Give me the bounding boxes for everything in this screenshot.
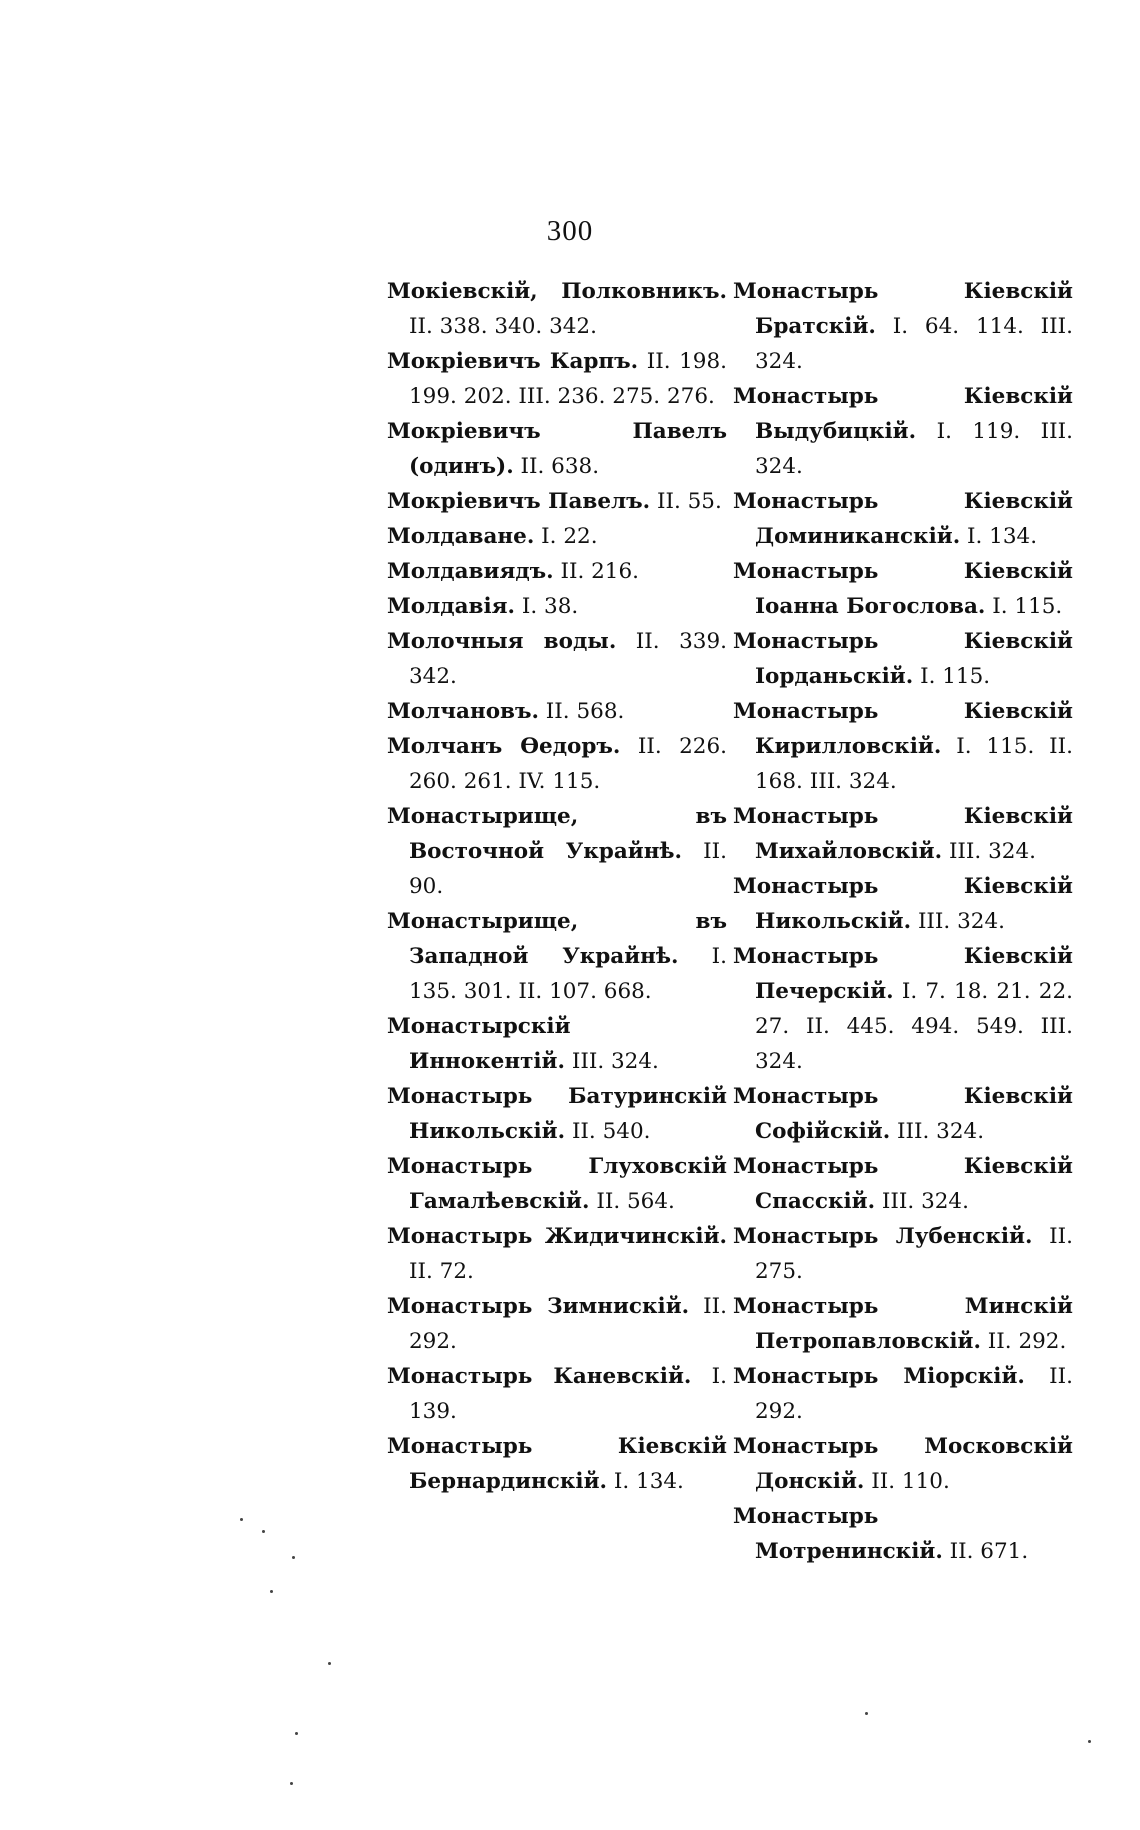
index-entry <box>387 904 727 1009</box>
entry-heading: Монастырь Зимнискій. <box>387 1294 690 1319</box>
index-entry <box>387 344 727 414</box>
index-entry <box>733 694 1073 799</box>
entry-references: I. 115. II. 168. III. 324. <box>755 734 1073 794</box>
entry-references: I. 115. <box>913 664 991 689</box>
entry-references: III. 324. <box>942 839 1036 864</box>
scan-speck <box>270 1590 273 1593</box>
index-entry <box>387 694 727 729</box>
index-entry <box>387 274 727 344</box>
entry-heading: Монастырь Батуринскій Никольскій. <box>387 1084 727 1144</box>
entry-references: II. 338. 340. 342. <box>409 314 597 339</box>
index-entry <box>733 379 1073 484</box>
entry-heading: Молдавія. <box>387 594 516 619</box>
index-entry <box>733 799 1073 869</box>
index-entry <box>387 1429 727 1499</box>
entry-heading: Монастырь Кіевскій Печерскій. <box>733 944 1073 1004</box>
index-entry <box>733 484 1073 554</box>
scan-speck <box>262 1530 265 1533</box>
entry-heading: Мокріевичъ Карпъ. <box>387 349 639 374</box>
entry-references: II. 540. <box>565 1119 651 1144</box>
entry-references: II. 198. 199. 202. III. 236. 275. 276. <box>409 349 727 409</box>
entry-heading: Монастырь Кіевскій Братскій. <box>733 279 1073 339</box>
entry-references: II. 90. <box>409 839 727 899</box>
entry-references: I. 22. <box>534 524 598 549</box>
entry-references: I. 64. 114. III. 324. <box>755 314 1073 374</box>
index-entry <box>387 414 727 484</box>
index-entry <box>733 1289 1073 1359</box>
entry-references: I. 135. 301. II. 107. 668. <box>409 944 727 1004</box>
index-entry <box>733 1079 1073 1149</box>
entry-heading: Монастырь Кіевскій Кирилловскій. <box>733 699 1073 759</box>
entry-references: II. 226. 260. 261. IV. 115. <box>409 734 727 794</box>
entry-references: II. 72. <box>409 1259 474 1284</box>
entry-heading: Мокіевскій, Полковникъ. <box>387 279 727 304</box>
entry-references: I. 134. <box>960 524 1038 549</box>
scan-speck <box>290 1782 293 1785</box>
index-entry <box>387 554 727 589</box>
index-entry <box>733 939 1073 1079</box>
entry-heading: Монастырь Мотренинскій. <box>733 1504 943 1564</box>
entry-references: III. 324. <box>890 1119 985 1144</box>
index-entry <box>387 799 727 904</box>
entry-references: I. 115. <box>985 594 1063 619</box>
entry-references: II. 275. <box>755 1224 1073 1284</box>
entry-heading: Монастырь Кіевскій Бернардинскій. <box>387 1434 727 1494</box>
scan-speck <box>328 1662 331 1665</box>
entry-references: I. 139. <box>409 1364 727 1424</box>
page-number: 300 <box>546 215 594 247</box>
entry-references: III. 324. <box>875 1189 969 1214</box>
entry-references: II. 568. <box>538 699 625 724</box>
entry-references: I. 134. <box>607 1469 684 1494</box>
index-entry <box>733 1149 1073 1219</box>
index-entry <box>387 1219 727 1289</box>
index-entry <box>733 1499 1073 1569</box>
index-entry <box>387 484 727 519</box>
entry-references: II. 292. <box>755 1364 1073 1424</box>
entry-heading: Мокріевичъ Павелъ. <box>387 489 651 514</box>
index-entry <box>387 1079 727 1149</box>
entry-heading: Монастырь Міорскій. <box>733 1364 1025 1389</box>
entry-heading: Монастырь Кіевскій Іоанна Богослова. <box>733 559 1073 619</box>
index-entry <box>387 1149 727 1219</box>
entry-heading: Молдаване. <box>387 524 535 549</box>
index-entry <box>733 274 1073 379</box>
index-entry <box>733 1219 1073 1289</box>
scan-speck <box>865 1712 868 1715</box>
index-entry <box>387 729 727 799</box>
entry-heading: Монастырь Кіевскій Софійскій. <box>733 1084 1073 1144</box>
entry-heading: Монастырь Кіевскій Іорданьскій. <box>733 629 1073 689</box>
entry-heading: Молочныя воды. <box>387 629 617 654</box>
entry-heading: Монастырь Жидичинскій. <box>387 1224 727 1249</box>
entry-heading: Монастырь Кіевскій Михайловскій. <box>733 804 1073 864</box>
index-entry <box>733 1429 1073 1499</box>
scan-speck <box>1088 1740 1091 1743</box>
entry-references: I. 38. <box>515 594 579 619</box>
entry-heading: Монастырь Глуховскій Гамалѣевскій. <box>387 1154 727 1214</box>
index-column-right <box>733 274 1073 1569</box>
entry-references: II. 564. <box>589 1189 675 1214</box>
entry-references: II. 671. <box>942 1539 1029 1564</box>
index-entry <box>733 624 1073 694</box>
entry-references: III. 324. <box>565 1049 659 1074</box>
entry-references: II. 292. <box>980 1329 1067 1354</box>
entry-heading: Монастырище, въ Восточной Украйнѣ. <box>387 804 727 864</box>
entry-heading: Молдавиядъ. <box>387 559 554 584</box>
entry-references: II. 292. <box>409 1294 727 1354</box>
entry-references: I. 119. III. 324. <box>755 419 1073 479</box>
index-entry <box>733 1359 1073 1429</box>
index-entry <box>387 1289 727 1359</box>
index-entry <box>387 1009 727 1079</box>
scan-speck <box>295 1732 298 1735</box>
entry-heading: Монастырь Кіевскій Спасскій. <box>733 1154 1073 1214</box>
index-entry <box>733 554 1073 624</box>
entry-heading: Монастырь Каневскій. <box>387 1364 692 1389</box>
entry-heading: Монастырь Кіевскій Доминиканскій. <box>733 489 1073 549</box>
index-entry <box>387 589 727 624</box>
entry-heading: Монастырь Московскій Донскій. <box>733 1434 1073 1494</box>
scan-speck <box>240 1518 243 1521</box>
entry-references: III. 324. <box>911 909 1005 934</box>
entry-references: II. 216. <box>553 559 640 584</box>
entry-heading: Монастырскій Иннокентій. <box>387 1014 571 1074</box>
entry-heading: Мокріевичъ Павелъ (одинъ). <box>387 419 727 479</box>
entry-heading: Монастырь Минскій Петропавловскій. <box>733 1294 1073 1354</box>
entry-heading: Молчанъ Өедоръ. <box>387 734 621 759</box>
scan-speck <box>292 1556 295 1559</box>
index-entry <box>387 624 727 694</box>
entry-heading: Монастырь Кіевскій Никольскій. <box>733 874 1073 934</box>
index-entry <box>387 1359 727 1429</box>
index-entry <box>733 869 1073 939</box>
entry-references: I. 7. 18. 21. 22. 27. II. 445. 494. 549. III. 324. <box>755 979 1073 1074</box>
entry-heading: Монастырище, въ Западной Украйнѣ. <box>387 909 727 969</box>
entry-references: II. 339. 342. <box>409 629 727 689</box>
entry-heading: Монастырь Лубенскій. <box>733 1224 1033 1249</box>
entry-heading: Молчановъ. <box>387 699 539 724</box>
entry-references: II. 110. <box>864 1469 950 1494</box>
index-column-left <box>387 274 727 1499</box>
entry-references: II. 638. <box>513 454 600 479</box>
entry-references: II. 55. <box>650 489 722 514</box>
entry-heading: Монастырь Кіевскій Выдубицкій. <box>733 384 1073 444</box>
index-entry <box>387 519 727 554</box>
